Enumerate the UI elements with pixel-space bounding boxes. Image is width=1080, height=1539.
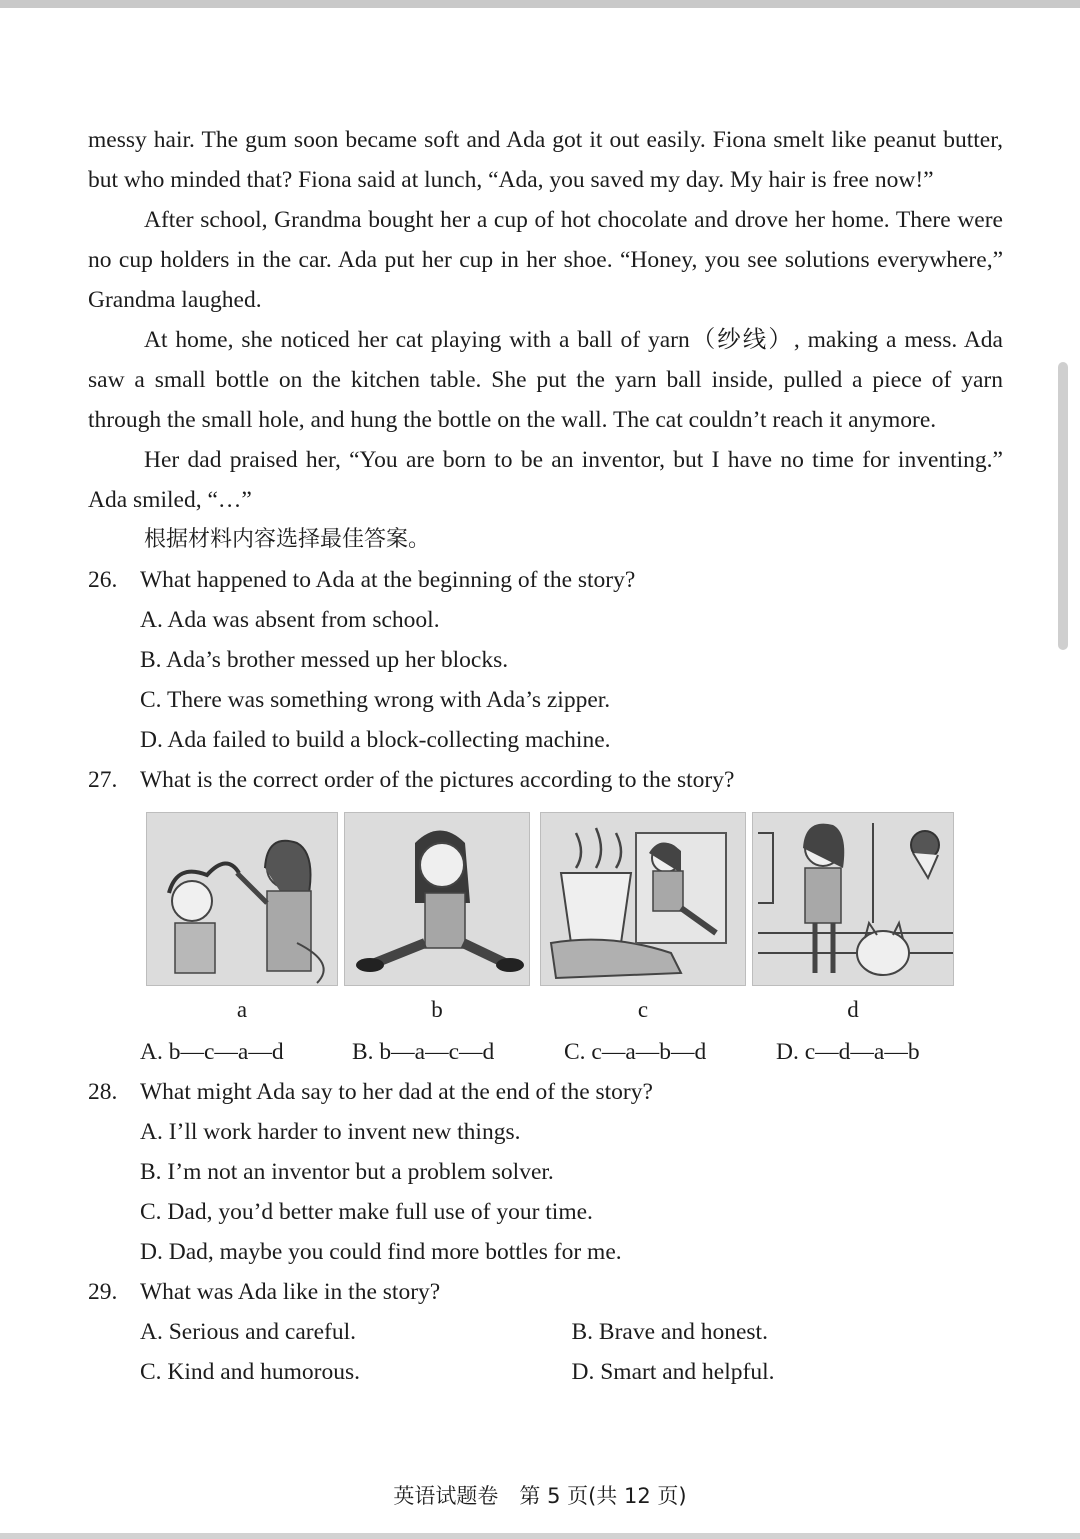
instruction: 根据材料内容选择最佳答案。 [144,527,431,552]
picture-d [752,812,954,1032]
question-text: What is the correct order of the pictures according to the story? [140,767,735,793]
picture-label: c [637,997,649,1022]
passage-paragraph-2: After school, Grandma bought her a cup of hot chocolate and drove her home. There were no cup holders in the car. Ada put her cup in her shoe. “Honey, you see solutions everywhere,” Grandma laughed. [88,207,1003,313]
option-26-c: C. There was something wrong with Ada’s zipper. [140,687,611,713]
picture-a [146,812,338,1032]
option-26-d: D. Ada failed to build a block-collecting machine. [140,727,611,753]
passage-paragraph-3: At home, she noticed her cat playing with a ball of yarn（纱线）, making a mess. Ada saw a small bottle on the kitchen table. She put the yarn ball inside, pulled a piece of yarn through the small hole, and hung the bottle on the wall. The cat couldn’t reach it anymore. [88,327,1003,433]
question-number: 28. [88,1079,118,1105]
question-number: 27. [88,767,118,793]
option-27-c: C. c—a—b—d [564,1039,707,1065]
options-29-row-1 [140,1312,1003,1352]
option-29-c: C. Kind and humorous. [140,1359,360,1385]
picture-label: b [431,997,443,1022]
question-29 [88,1272,1003,1312]
picture-label: d [847,997,859,1022]
illustration-yarn-bottle-cat [752,812,954,986]
exam-page [88,120,1003,1392]
question-number: 26. [88,567,118,593]
picture-label: a [236,997,248,1022]
picture-b [344,812,530,1032]
option-29-d: D. Smart and helpful. [571,1359,775,1385]
option-29-b: B. Brave and honest. [571,1319,768,1345]
option-27-b: B. b—a—c—d [352,1039,495,1065]
passage-paragraph-1: messy hair. The gum soon became soft and Ada got it out easily. Fiona smelt like peanut butter, but who minded that? Fiona said at lunch, “Ada, you saved my day. My hair is free now!” [88,127,1003,193]
scrollbar-thumb[interactable] [1058,362,1068,650]
option-26-a: A. Ada was absent from school. [140,607,440,633]
question-text: What was Ada like in the story? [140,1279,441,1305]
option-28-c: C. Dad, you’d better make full use of your time. [140,1199,593,1225]
question-text: What might Ada say to her dad at the end of the story? [140,1079,653,1105]
option-28-a: A. I’ll work harder to invent new things. [140,1119,521,1145]
question-27 [88,760,1003,800]
question-26 [88,560,1003,600]
picture-c [540,812,746,1032]
option-28-b: B. I’m not an inventor but a problem solver. [140,1159,554,1185]
illustration-cup-in-shoe [540,812,746,986]
illustration-hair-gum [146,812,338,986]
question-28 [88,1072,1003,1112]
option-28-d: D. Dad, maybe you could find more bottles for me. [140,1239,622,1265]
options-29-row-2 [140,1352,1003,1392]
bottom-edge-bar [0,1533,1080,1539]
options-27 [140,1032,1003,1072]
option-26-b: B. Ada’s brother messed up her blocks. [140,647,509,673]
picture-strip [146,812,1003,1032]
option-29-a: A. Serious and careful. [140,1319,356,1345]
page-footer: 英语试题卷 第 5 页(共 12 页) [393,1484,687,1508]
question-text: What happened to Ada at the beginning of the story? [140,567,636,593]
option-27-d: D. c—d—a—b [776,1039,920,1065]
top-edge-bar [0,0,1080,8]
question-number: 29. [88,1279,118,1305]
passage-paragraph-4: Her dad praised her, “You are born to be an inventor, but I have no time for inventing.” Ada smiled, “…” [88,447,1003,513]
option-27-a: A. b—c—a—d [140,1039,284,1065]
illustration-girl-sitting [344,812,530,986]
